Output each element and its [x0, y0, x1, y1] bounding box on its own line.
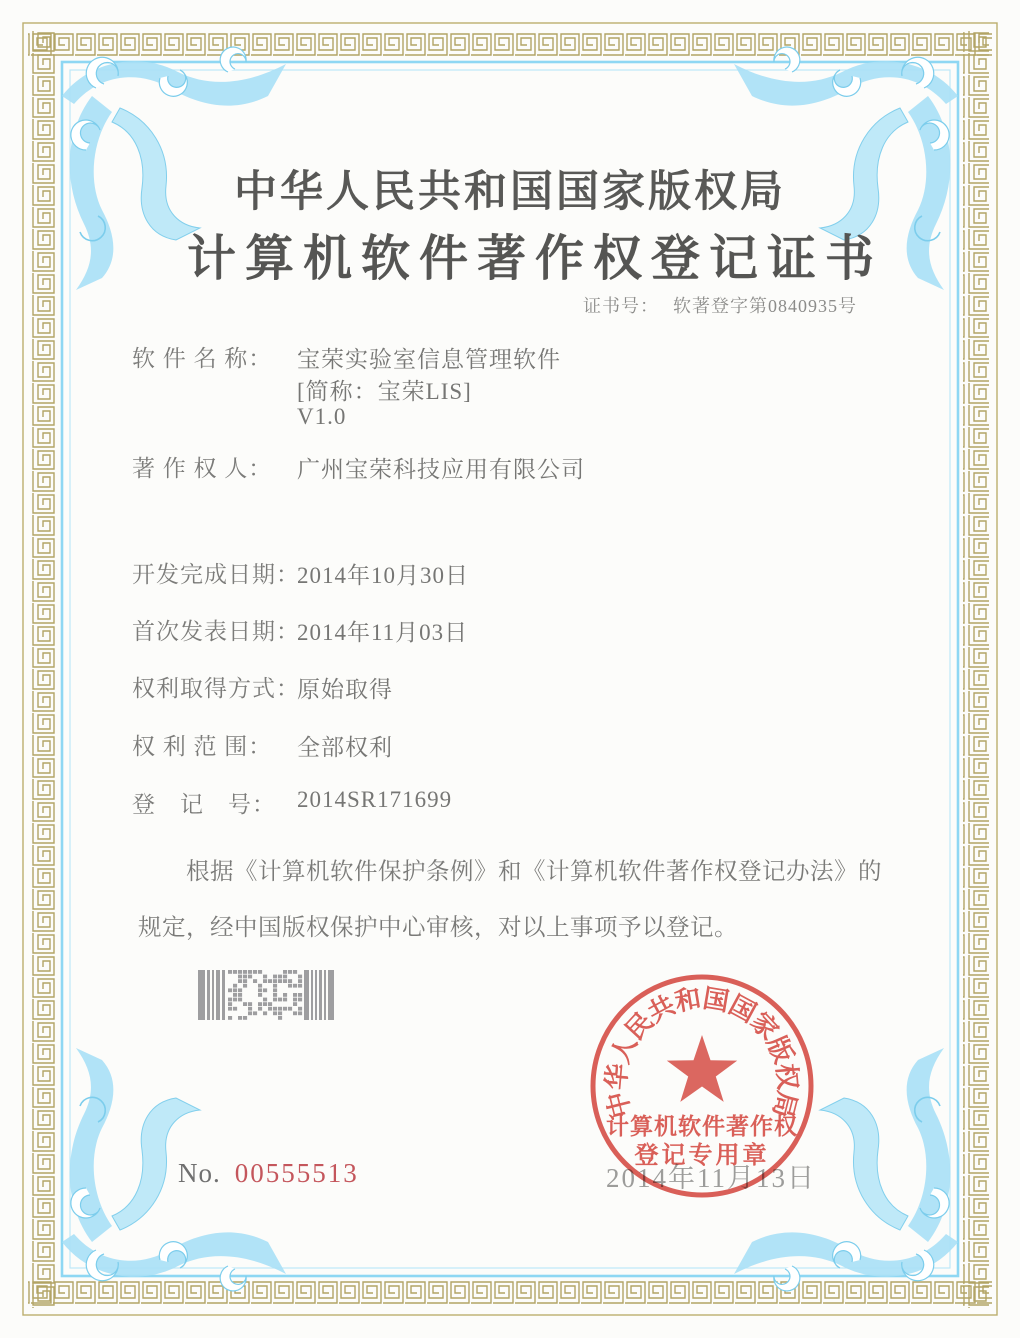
barcode-dot [258, 1002, 262, 1006]
seal-text-line1: 计算机软件著作权 [606, 1114, 798, 1139]
seal-ring-text-char: 权 [771, 1062, 803, 1091]
field-label-first-publish-date: 首次发表日期： [132, 619, 300, 644]
barcode-dot [253, 1011, 257, 1015]
barcode-dot [298, 993, 302, 997]
barcode-bar [222, 970, 225, 1020]
barcode-dot [248, 975, 252, 979]
serial-prefix: No. [178, 1158, 221, 1188]
barcode-dot [263, 1002, 267, 1006]
field-value-software-short-name: [简称：宝荣LIS] [297, 379, 472, 404]
barcode-dot [238, 970, 242, 974]
barcode-dot [253, 970, 257, 974]
barcode-dot [233, 993, 237, 997]
barcode-dot [283, 970, 287, 974]
barcode-dot [228, 1002, 232, 1006]
barcode-dot [273, 984, 277, 988]
barcode-dot [283, 1007, 287, 1011]
issue-date: 2014年11月13日 [606, 1163, 816, 1193]
barcode-dot [238, 988, 242, 992]
greek-key-border-top [28, 31, 992, 57]
greek-key-border-bottom [28, 1281, 992, 1307]
barcode-bar [198, 970, 205, 1020]
seal-ring-text-char: 国 [724, 990, 761, 1029]
statement-line-1: 根据《计算机软件保护条例》和《计算机软件著作权登记办法》的 [186, 859, 882, 885]
barcode-dot [298, 975, 302, 979]
barcode-dot [243, 1016, 247, 1020]
barcode-bar [304, 970, 309, 1020]
barcode-dot [268, 1007, 272, 1011]
field-value-copyright-owner: 广州宝荣科技应用有限公司 [297, 457, 585, 482]
barcode-dot [273, 975, 277, 979]
barcode-dot [298, 984, 302, 988]
barcode-dot [283, 975, 287, 979]
barcode-bar [324, 970, 326, 1020]
barcode-dot [238, 993, 242, 997]
barcode-dot [273, 1011, 277, 1015]
barcode-dot [273, 993, 277, 997]
barcode-dot [243, 979, 247, 983]
barcode-dot [268, 1002, 272, 1006]
barcode-dot [258, 993, 262, 997]
barcode-dot [248, 970, 252, 974]
seal-ring-text-char: 共 [643, 990, 680, 1029]
barcode-dot [278, 979, 282, 983]
official-seal [574, 972, 834, 1212]
seal-ring-text-char: 局 [767, 1088, 802, 1121]
barcode-dot [228, 988, 232, 992]
barcode-dot [273, 979, 277, 983]
barcode-2d [198, 968, 338, 1022]
barcode-dot [293, 970, 297, 974]
barcode-dot [228, 998, 232, 1002]
barcode-dot [243, 975, 247, 979]
field-value-dev-complete-date: 2014年10月30日 [297, 563, 469, 588]
barcode-dot [263, 979, 267, 983]
barcode-dot [238, 1016, 242, 1020]
barcode-dot [243, 984, 247, 988]
barcode-dot [293, 1002, 297, 1006]
field-value-software-name: 宝荣实验室信息管理软件 [297, 347, 561, 372]
barcode-bar [319, 970, 322, 1020]
barcode-dot [233, 970, 237, 974]
barcode-dot [238, 979, 242, 983]
barcode-dot [268, 979, 272, 983]
barcode-dot [228, 970, 232, 974]
barcode-dot [258, 970, 262, 974]
barcode-dot [293, 1011, 297, 1015]
barcode-dot [233, 998, 237, 1002]
certificate-number-line [583, 292, 857, 318]
authority-title: 中华人民共和国国家版权局 [234, 169, 786, 216]
field-label-software-name: 软 件 名 称： [132, 346, 273, 371]
serial-number: 00555513 [234, 1158, 359, 1188]
seal-ring-text-char: 国 [700, 983, 732, 1017]
barcode-dot [273, 1007, 277, 1011]
greek-key-border-left [31, 30, 57, 1308]
seal-ring-text-char: 和 [672, 983, 704, 1017]
barcode-dot [263, 1011, 267, 1015]
barcode-dot [253, 979, 257, 983]
field-value-software-version: V1.0 [297, 404, 347, 429]
certificate-title: 计算机软件著作权登记证书 [186, 231, 883, 286]
barcode-dot [288, 970, 292, 974]
barcode-dot [263, 998, 267, 1002]
field-label-rights-acquisition: 权利取得方式： [132, 676, 300, 701]
barcode-dot [243, 1002, 247, 1006]
barcode-dot [248, 1002, 252, 1006]
barcode-dot [273, 988, 277, 992]
barcode-dot [278, 1016, 282, 1020]
barcode-dot [293, 998, 297, 1002]
barcode-dot [258, 984, 262, 988]
barcode-dot [278, 998, 282, 1002]
barcode-dot [278, 1007, 282, 1011]
barcode-dot [288, 979, 292, 983]
barcode-dot [233, 988, 237, 992]
barcode-dot [248, 1011, 252, 1015]
field-value-rights-scope: 全部权利 [297, 735, 393, 760]
barcode-dot [263, 988, 267, 992]
certificate-number-value: 软著登字第0840935号 [673, 296, 857, 316]
barcode-dot [293, 993, 297, 997]
barcode-dot [248, 1007, 252, 1011]
barcode-bar [328, 970, 334, 1020]
barcode-dot [228, 1007, 232, 1011]
barcode-dot [243, 970, 247, 974]
field-value-registration-number: 2014SR171699 [297, 787, 453, 812]
field-label-registration-number: 登 记 号： [132, 792, 276, 817]
barcode-bar [216, 970, 220, 1020]
barcode-dot [298, 1007, 302, 1011]
barcode-dot [298, 1011, 302, 1015]
star-icon [667, 1035, 737, 1102]
barcode-dot [283, 993, 287, 997]
statement-line-2: 规定，经中国版权保护中心审核，对以上事项予以登记。 [138, 915, 738, 941]
barcode-dot [298, 998, 302, 1002]
barcode-bar [207, 970, 210, 1020]
field-label-rights-scope: 权 利 范 围： [132, 734, 273, 759]
barcode-dot [228, 1016, 232, 1020]
field-value-rights-acquisition: 原始取得 [297, 677, 393, 702]
barcode-dot [298, 979, 302, 983]
field-value-first-publish-date: 2014年11月03日 [297, 620, 469, 645]
barcode-bar [315, 970, 317, 1020]
barcode-dot [273, 998, 277, 1002]
field-label-copyright-owner: 著 作 权 人： [132, 456, 273, 481]
barcode-dot [233, 1007, 237, 1011]
serial-number-line [178, 1158, 359, 1189]
seal-ring-text-char: 民 [620, 1006, 660, 1046]
seal-ring-text-char: 家 [744, 1006, 784, 1046]
seal-ring-text-char: 中 [602, 1088, 637, 1121]
barcode-dot [258, 1007, 262, 1011]
barcode-bar [212, 970, 214, 1020]
seal-text-line2: 登记专用章 [634, 1143, 770, 1169]
barcode-dot [238, 998, 242, 1002]
barcode-dot [283, 979, 287, 983]
barcode-dot [263, 975, 267, 979]
barcode-dot [288, 984, 292, 988]
seal-ring-text-char: 人 [605, 1031, 643, 1068]
certificate-number-label: 证书号： [583, 296, 659, 316]
seal-ring-text-char: 华 [601, 1062, 633, 1091]
barcode-dot [288, 1007, 292, 1011]
field-label-dev-complete-date: 开发完成日期： [132, 562, 300, 587]
barcode-dot [258, 988, 262, 992]
barcode-dot [283, 998, 287, 1002]
barcode-dot [238, 975, 242, 979]
seal-ring-text-char: 版 [761, 1031, 799, 1068]
barcode-bar [311, 970, 313, 1020]
barcode-dot [233, 984, 237, 988]
barcode-dot [293, 984, 297, 988]
barcode-dot [278, 975, 282, 979]
barcode-dot [278, 1011, 282, 1015]
